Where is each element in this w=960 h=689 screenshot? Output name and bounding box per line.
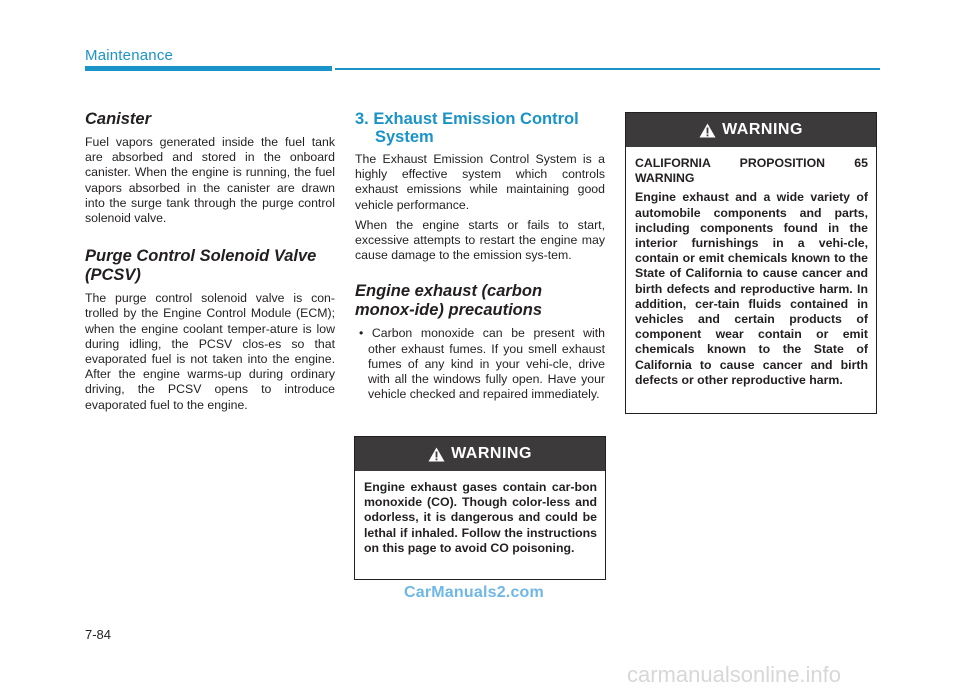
middle-column bbox=[355, 110, 605, 402]
page-number: 7-84 bbox=[85, 627, 112, 642]
warning-header bbox=[626, 113, 876, 147]
section-heading: 3. Exhaust Emission Control System bbox=[355, 110, 579, 146]
warning-label: WARNING bbox=[722, 121, 803, 138]
prop65-warning-box bbox=[625, 112, 877, 414]
list-item: • Carbon monoxide can be present with other exhaust fumes. If you smell exhaust fumes of any kind in your vehi-cle, drive with all the windows fully open. Have your vehicle checked and repaired immediately. bbox=[359, 326, 605, 402]
precautions-list bbox=[355, 326, 605, 402]
prop65-text: Engine exhaust and a wide variety of automobile components and parts, including components found in the interior furnishings in a vehi-cle, contain or emit chemicals known to the State of California to cause cancer and birth defects and reproductive harm. In addition, cer-tain fluids contained in vehicles and certain products of component wear contain or emit chemicals known to the State of California to cause cancer and birth defects or other reproductive harm. bbox=[635, 190, 868, 387]
emission-para-1: The Exhaust Emission Control System is a highly effective system which controls exhaust emissions while maintaining good vehicle performance. bbox=[355, 152, 605, 212]
co-warning-box bbox=[354, 436, 606, 580]
watermark-link[interactable]: CarManuals2.com bbox=[404, 584, 544, 601]
exhaust-heading: Engine exhaust (carbon monox-ide) precautions bbox=[355, 282, 543, 320]
header-rule-thin bbox=[335, 68, 880, 70]
header-title: Maintenance bbox=[85, 47, 174, 64]
prop65-title: CALIFORNIA PROPOSITION 65 WARNING bbox=[635, 156, 868, 186]
canister-heading: Canister bbox=[85, 110, 152, 128]
site-watermark: carmanualsonline.info bbox=[627, 662, 842, 687]
warning-triangle-icon bbox=[699, 123, 716, 138]
warning-triangle-icon bbox=[428, 447, 445, 462]
warning-header bbox=[355, 437, 605, 471]
pcsv-heading: Purge Control Solenoid Valve (PCSV) bbox=[85, 247, 317, 285]
emission-para-2: When the engine starts or fails to start, excessive attempts to restart the engine may cause damage to the emission sys-tem. bbox=[355, 217, 605, 263]
left-column bbox=[85, 110, 335, 418]
canister-text: Fuel vapors generated inside the fuel tank are absorbed and stored in the onboard canister. When the engine is running, the fuel vapors absorbed in the canister are drawn into the surge tank through the purge control solenoid valve. bbox=[85, 135, 335, 226]
co-warning-text: Engine exhaust gases contain car-bon monoxide (CO). Though color-less and odorless, it is dangerous and could be lethal if inhaled. Follow the instructions on this page to avoid CO poisoning. bbox=[364, 480, 597, 555]
pcsv-text: The purge control solenoid valve is con-trolled by the Engine Control Module (ECM); when the engine coolant temper-ature is low during idling, the PCSV clos-es so that evaporated fuel is not taken into the engine. After the engine warms-up during ordinary driving, the PCSV opens to introduce evaporated fuel to the engine. bbox=[85, 291, 335, 412]
warning-label: WARNING bbox=[451, 445, 532, 462]
header-rule-thick bbox=[85, 66, 332, 71]
